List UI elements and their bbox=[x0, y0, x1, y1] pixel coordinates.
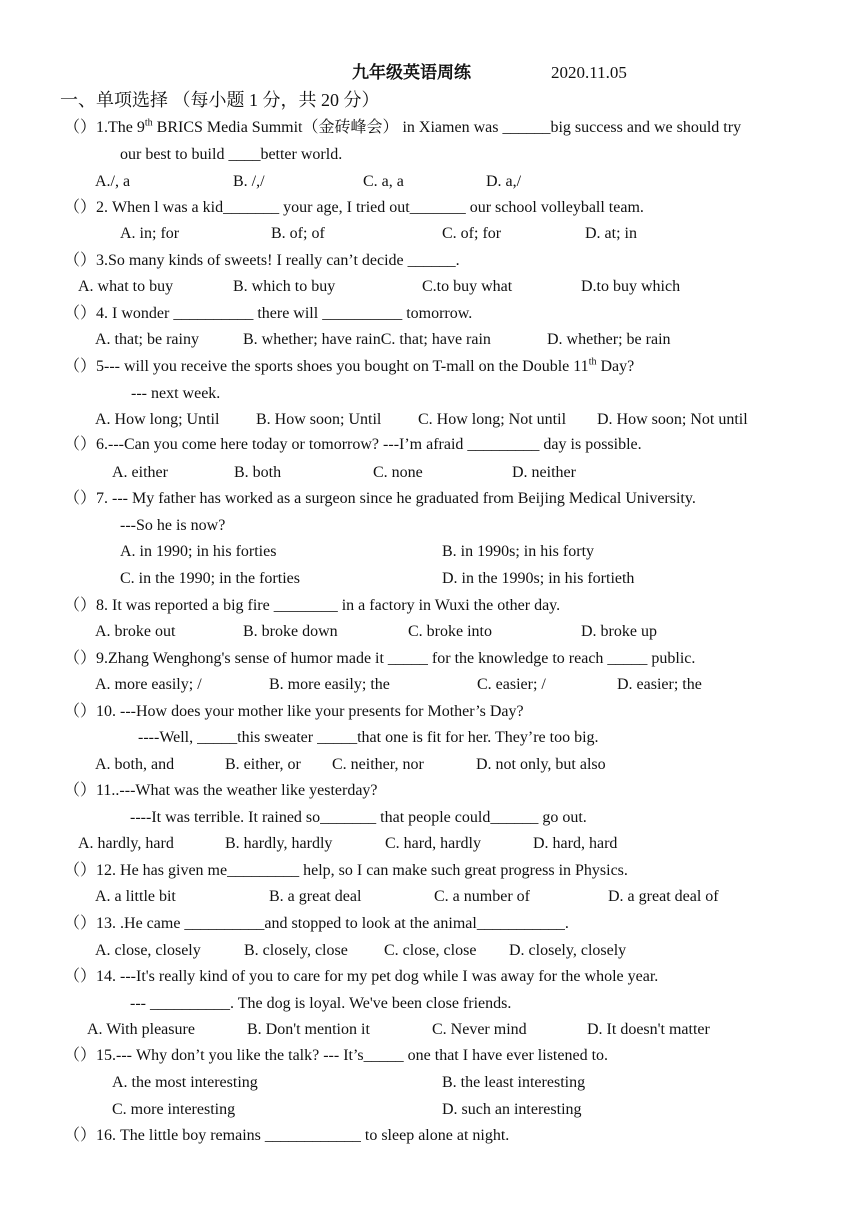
option-c: C. neither, nor bbox=[332, 756, 424, 773]
option-c: C. in the 1990; in the forties bbox=[120, 570, 300, 587]
option-d: D. easier; the bbox=[617, 676, 702, 693]
option-b: B. a great deal bbox=[269, 888, 362, 905]
answer-bracket[interactable]: （） bbox=[64, 915, 97, 932]
option-b: B. Don't mention it bbox=[247, 1021, 370, 1038]
option-b: B. /,/ bbox=[233, 173, 265, 190]
question-5-stem-line2: --- next week. bbox=[131, 385, 221, 402]
answer-bracket[interactable]: （） bbox=[64, 119, 97, 136]
page-title: 九年级英语周练 bbox=[352, 63, 471, 82]
option-a: A. a little bit bbox=[95, 888, 176, 905]
question-4-stem: （）4. I wonder __________ there will __________ tomorrow. bbox=[64, 305, 473, 322]
answer-bracket[interactable]: （） bbox=[64, 782, 97, 799]
page-date: 2020.11.05 bbox=[551, 63, 627, 82]
option-d: D. It doesn't matter bbox=[587, 1021, 710, 1038]
option-a: A. both, and bbox=[95, 756, 175, 773]
option-c: C. close, close bbox=[384, 942, 477, 959]
option-a: A. broke out bbox=[95, 623, 176, 640]
answer-bracket[interactable]: （） bbox=[64, 1047, 97, 1064]
question-1-stem-line2: our best to build ____better world. bbox=[120, 146, 343, 163]
option-c: C. none bbox=[373, 464, 423, 481]
option-a: A. in 1990; in his forties bbox=[120, 543, 277, 560]
option-b: B. hardly, hardly bbox=[225, 835, 333, 852]
option-b: B. How soon; Until bbox=[256, 411, 382, 428]
option-b: B. which to buy bbox=[233, 278, 336, 295]
option-a: A. the most interesting bbox=[112, 1074, 258, 1091]
option-c: C. of; for bbox=[442, 225, 502, 242]
option-d: D. such an interesting bbox=[442, 1101, 582, 1118]
option-d: D. not only, but also bbox=[476, 756, 606, 773]
option-a: A. How long; Until bbox=[95, 411, 220, 428]
option-a: A. more easily; / bbox=[95, 676, 202, 693]
answer-bracket[interactable]: （） bbox=[64, 597, 97, 614]
option-c: C. broke into bbox=[408, 623, 492, 640]
question-15-stem: （）15.--- Why don’t you like the talk? --- It’s_____ one that I have ever listened to. bbox=[64, 1047, 609, 1064]
question-10-stem-line2: ----Well, _____this sweater _____that one is fit for her. They’re too big. bbox=[138, 729, 599, 746]
option-d: D. at; in bbox=[585, 225, 637, 242]
option-d: D.to buy which bbox=[581, 278, 681, 295]
option-bc: B. whether; have rainC. that; have rain bbox=[243, 331, 491, 348]
option-a: A. close, closely bbox=[95, 942, 201, 959]
option-a: A. in; for bbox=[120, 225, 180, 242]
question-12-stem: （）12. He has given me_________ help, so I can make such great progress in Physics. bbox=[64, 862, 628, 879]
question-14-stem-line2: --- __________. The dog is loyal. We've been close friends. bbox=[130, 995, 512, 1012]
question-3-stem: （）3.So many kinds of sweets! I really can’t decide ______. bbox=[64, 252, 460, 269]
question-7-stem-line2: ---So he is now? bbox=[120, 517, 226, 534]
answer-bracket[interactable]: （） bbox=[64, 305, 97, 322]
option-c: C. How long; Not until bbox=[418, 411, 567, 428]
question-16-stem: （）16. The little boy remains ____________ to sleep alone at night. bbox=[64, 1127, 510, 1144]
option-b: B. both bbox=[234, 464, 282, 481]
option-b: B. in 1990s; in his forty bbox=[442, 543, 595, 560]
answer-bracket[interactable]: （） bbox=[64, 703, 97, 720]
option-a: A. hardly, hard bbox=[78, 835, 174, 852]
question-13-stem: （）13. .He came __________and stopped to look at the animal___________. bbox=[64, 915, 569, 932]
option-d: D. a,/ bbox=[486, 173, 522, 190]
section-heading: 一、单项选择 （每小题 1 分，共 20 分） bbox=[60, 90, 380, 110]
option-d: D. a great deal of bbox=[608, 888, 719, 905]
question-14-stem: （）14. ---It's really kind of you to care for my pet dog while I was away for the whole year. bbox=[64, 968, 659, 985]
answer-bracket[interactable]: （） bbox=[64, 650, 97, 667]
question-2-stem: （）2. When l was a kid_______ your age, I tried out_______ our school volleyball team. bbox=[64, 199, 644, 216]
option-c: C. hard, hardly bbox=[385, 835, 481, 852]
option-c: C. Never mind bbox=[432, 1021, 527, 1038]
answer-bracket[interactable]: （） bbox=[64, 490, 97, 507]
answer-bracket[interactable]: （） bbox=[64, 358, 97, 375]
option-b: B. either, or bbox=[225, 756, 301, 773]
question-7-stem: （）7. --- My father has worked as a surgeon since he graduated from Beijing Medical University. bbox=[64, 490, 696, 507]
option-d: D. closely, closely bbox=[509, 942, 627, 959]
answer-bracket[interactable]: （） bbox=[64, 436, 97, 453]
option-b: B. more easily; the bbox=[269, 676, 390, 693]
option-d: D. neither bbox=[512, 464, 576, 481]
option-d: D. broke up bbox=[581, 623, 657, 640]
option-b: B. the least interesting bbox=[442, 1074, 586, 1091]
question-11-stem: （）11..---What was the weather like yesterday? bbox=[64, 782, 378, 799]
option-b: B. of; of bbox=[271, 225, 325, 242]
option-d: D. How soon; Not until bbox=[597, 411, 748, 428]
option-a: A. With pleasure bbox=[87, 1021, 195, 1038]
question-6-stem: （）6.---Can you come here today or tomorrow? ---I’m afraid _________ day is possible. bbox=[64, 436, 642, 453]
answer-bracket[interactable]: （） bbox=[64, 968, 97, 985]
option-a: A. either bbox=[112, 464, 168, 481]
option-b: B. closely, close bbox=[244, 942, 348, 959]
question-9-stem: （）9.Zhang Wenghong's sense of humor made it _____ for the knowledge to reach _____ public. bbox=[64, 650, 696, 667]
option-c: C. more interesting bbox=[112, 1101, 236, 1118]
option-d: D. hard, hard bbox=[533, 835, 618, 852]
option-b: B. broke down bbox=[243, 623, 338, 640]
option-c: C. a number of bbox=[434, 888, 530, 905]
option-d: D. in the 1990s; in his fortieth bbox=[442, 570, 635, 587]
question-8-stem: （）8. It was reported a big fire ________ in a factory in Wuxi the other day. bbox=[64, 597, 561, 614]
option-a: A. what to buy bbox=[78, 278, 174, 295]
answer-bracket[interactable]: （） bbox=[64, 862, 97, 879]
question-5-stem: （）5--- will you receive the sports shoes you bought on T-mall on the Double 11th Day? bbox=[64, 356, 635, 375]
option-a: A./, a bbox=[95, 173, 131, 190]
option-a: A. that; be rainy bbox=[95, 331, 199, 348]
question-11-stem-line2: ----It was terrible. It rained so_______ that people could______ go out. bbox=[130, 809, 587, 826]
option-c: C. easier; / bbox=[477, 676, 546, 693]
option-d: D. whether; be rain bbox=[547, 331, 671, 348]
option-c: C. a, a bbox=[363, 173, 404, 190]
answer-bracket[interactable]: （） bbox=[64, 252, 97, 269]
answer-bracket[interactable]: （） bbox=[64, 1127, 97, 1144]
question-1-stem: （）1.The 9th BRICS Media Summit（金砖峰会） in Xiamen was ______big success and we should try bbox=[64, 117, 742, 136]
question-10-stem: （）10. ---How does your mother like your presents for Mother’s Day? bbox=[64, 703, 524, 720]
option-c: C.to buy what bbox=[422, 278, 513, 295]
answer-bracket[interactable]: （） bbox=[64, 199, 97, 216]
